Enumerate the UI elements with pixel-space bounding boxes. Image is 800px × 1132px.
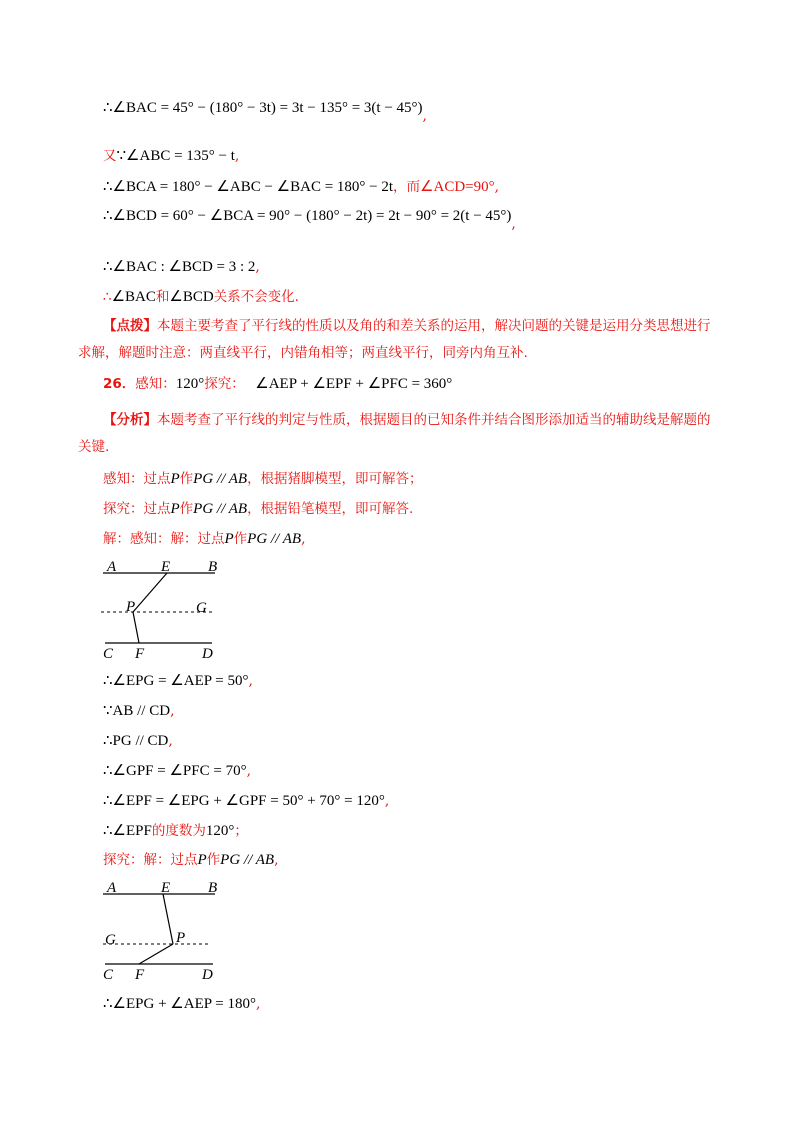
label-g: G xyxy=(105,932,116,948)
step-solution: 解：感知：解：过点P作PG // AB, xyxy=(103,531,306,547)
label-e: E xyxy=(161,880,171,896)
eq-bca: ∴∠BCA = 180° − ∠ABC − ∠BAC = 180° − 2t，而∠ACD=90°, xyxy=(103,179,500,195)
label-p: P xyxy=(176,930,186,946)
segment-pf xyxy=(133,612,139,643)
step-explore: 探究：过点P作PG // AB，根据铅笔模型，即可解答. xyxy=(103,501,414,517)
fenxi-paragraph: 【分析】本题考查了平行线的判定与性质，根据题目的已知条件并结合图形添加适当的辅助线是解题的关键. xyxy=(78,412,711,455)
label-f: F xyxy=(135,646,145,662)
figure-perceive xyxy=(95,555,225,669)
figure-explore xyxy=(95,876,225,990)
dianbo-paragraph: 【点拨】本题主要考查了平行线的性质以及角的和差关系的运用，解决问题的关键是运用分类思想进行求解，解题时注意：两直线平行，内错角相等；两直线平行，同旁内角互补. xyxy=(78,318,711,361)
label-f: F xyxy=(135,967,145,983)
label-c: C xyxy=(103,646,114,662)
q26-line: 26．感知：120°探究： ∠AEP + ∠EPF + ∠PFC = 360° xyxy=(103,376,453,392)
proof1-line2: ∵AB // CD, xyxy=(103,703,175,719)
eq-ratio: ∴∠BAC : ∠BCD = 3 : 2, xyxy=(103,259,260,275)
label-b: B xyxy=(208,880,218,896)
proof1-line1: ∴∠EPG = ∠AEP = 50°, xyxy=(103,673,253,689)
label-e: E xyxy=(161,559,171,575)
eq-abc: 又∵∠ABC = 135° − t, xyxy=(103,148,240,164)
proof1-line4: ∴∠GPF = ∠PFC = 70°, xyxy=(103,763,252,779)
segment-ep xyxy=(133,573,167,612)
label-b: B xyxy=(208,559,218,575)
proof1-line5: ∴∠EPF = ∠EPG + ∠GPF = 50° + 70° = 120°, xyxy=(103,793,390,809)
step-explore-solution: 探究：解：过点P作PG // AB, xyxy=(103,852,279,868)
label-p: P xyxy=(126,599,136,615)
proof2-line1: ∴∠EPG + ∠AEP = 180°, xyxy=(103,996,261,1012)
conclusion-line: ∴∠BAC和∠BCD关系不会变化. xyxy=(103,289,299,305)
label-d: D xyxy=(202,646,213,662)
segment-ep xyxy=(163,894,173,944)
label-d: D xyxy=(202,967,213,983)
label-c: C xyxy=(103,967,114,983)
eq-bac: ∴∠BAC = 45° − (180° − 3t) = 3t − 135° = 3(t − 45°), xyxy=(103,100,427,124)
step-perceive: 感知：过点P作PG // AB，根据猪脚模型，即可解答； xyxy=(103,471,423,487)
eq-bcd: ∴∠BCD = 60° − ∠BCA = 90° − (180° − 2t) = 2t − 90° = 2(t − 45°), xyxy=(103,208,516,232)
label-a: A xyxy=(107,559,117,575)
label-a: A xyxy=(107,880,117,896)
label-g: G xyxy=(196,600,207,616)
segment-pf xyxy=(139,944,173,964)
proof1-line3: ∴PG // CD, xyxy=(103,733,173,749)
proof1-line6: ∴∠EPF的度数为120°； xyxy=(103,823,248,839)
